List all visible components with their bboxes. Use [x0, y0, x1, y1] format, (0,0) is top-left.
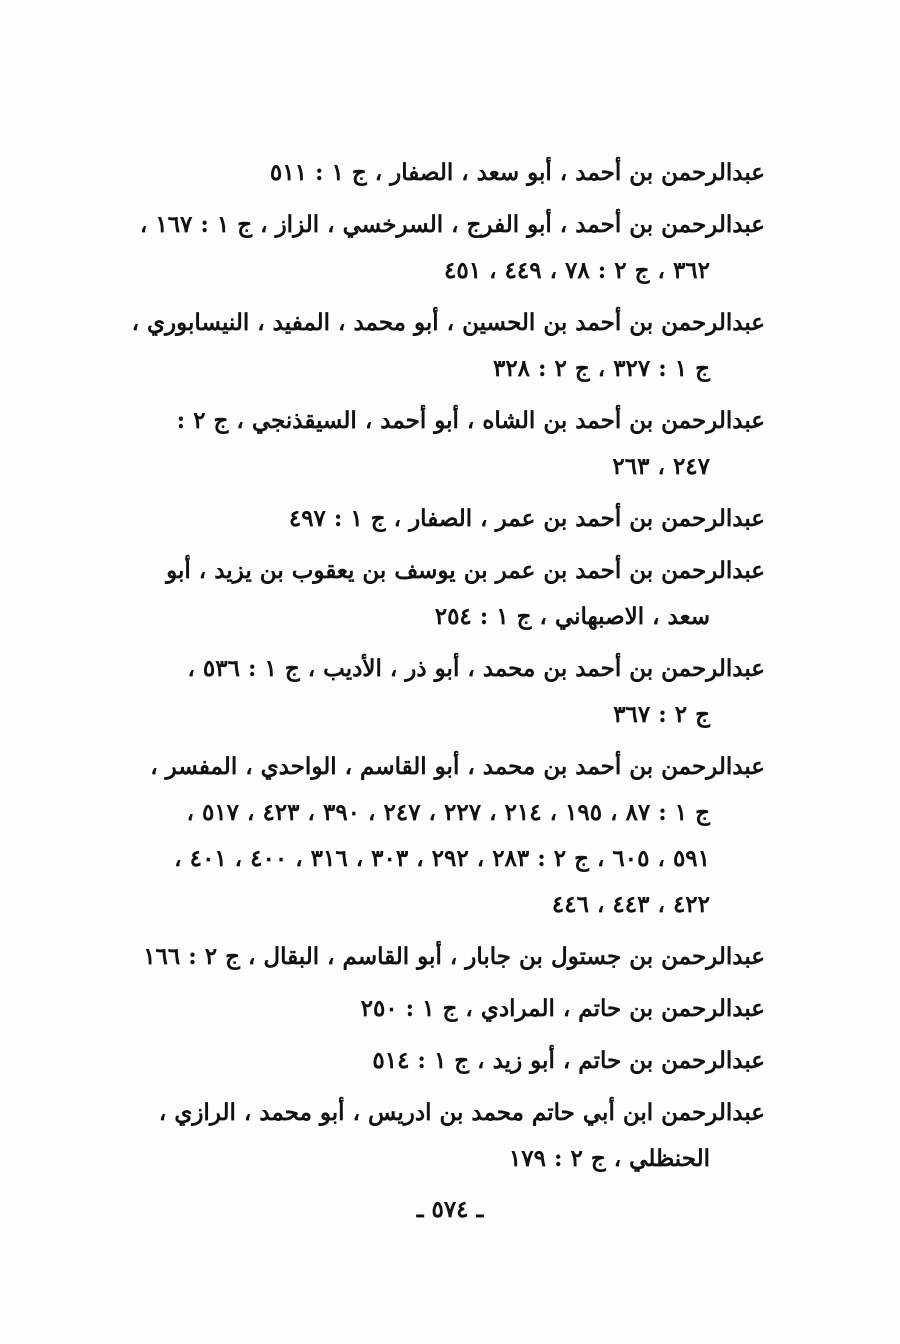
- index-entry: [105, 202, 765, 294]
- page-number: ـ ٥٧٤ ـ: [416, 1196, 484, 1223]
- entry-heading-line: عبدالرحمن بن حاتم ، أبو زيد ، ج ١ : ٥١٤: [372, 1047, 765, 1074]
- index-entry: [105, 986, 765, 1032]
- index-entries: [105, 150, 765, 1188]
- entry-continuation-line: سعد ، الاصبهاني ، ج ١ : ٢٥٤: [434, 603, 710, 630]
- entry-continuation-line: ٢٤٧ ، ٢٦٣: [612, 453, 710, 480]
- entry-heading-line: عبدالرحمن بن أحمد بن الشاه ، أبو أحمد ، السيقذنجي ، ج ٢ :: [176, 407, 765, 434]
- entry-continuation-line: ٤٢٢ ، ٤٤٣ ، ٤٤٦: [551, 891, 710, 918]
- index-entry: [105, 496, 765, 542]
- entry-continuation-line: ج ٢ : ٣٦٧: [613, 701, 710, 728]
- entry-continuation-line: ج ١ : ٨٧ ، ١٩٥ ، ٢١٤ ، ٢٢٧ ، ٢٤٧ ، ٣٩٠ ، ٤٢٣ ، ٥١٧ ،: [186, 799, 710, 826]
- entry-continuation-line: الحنظلي ، ج ٢ : ١٧٩: [508, 1145, 710, 1172]
- entry-continuation-line: ٣٦٢ ، ج ٢ : ٧٨ ، ٤٤٩ ، ٤٥١: [444, 257, 710, 284]
- entry-heading-line: عبدالرحمن ابن أبي حاتم محمد بن ادريس ، أبو محمد ، الرازي ،: [158, 1099, 765, 1126]
- entry-heading-line: عبدالرحمن بن أحمد بن الحسين ، أبو محمد ، المفيد ، النيسابوري ،: [131, 309, 765, 336]
- index-entry: [105, 1090, 765, 1182]
- entry-heading-line: عبدالرحمن بن حاتم ، المرادي ، ج ١ : ٢٥٠: [360, 995, 765, 1022]
- entry-heading-line: عبدالرحمن بن جستول بن جابار ، أبو القاسم ، البقال ، ج ٢ : ١٦٦: [143, 943, 765, 970]
- entry-heading-line: عبدالرحمن بن أحمد بن محمد ، أبو القاسم ، الواحدي ، المفسر ،: [150, 753, 765, 780]
- entry-continuation-line: ٥٩١ ، ٦٠٥ ، ج ٢ : ٢٨٣ ، ٢٩٢ ، ٣٠٣ ، ٣١٦ ، ٤٠٠ ، ٤٠١ ،: [174, 845, 710, 872]
- entry-continuation-line: ج ١ : ٣٢٧ ، ج ٢ : ٣٢٨: [492, 355, 710, 382]
- entry-heading-line: عبدالرحمن بن أحمد بن محمد ، أبو ذر ، الأديب ، ج ١ : ٥٣٦ ،: [187, 655, 765, 682]
- index-entry: [105, 646, 765, 738]
- entry-heading-line: عبدالرحمن بن أحمد بن عمر بن يوسف بن يعقوب بن يزيد ، أبو: [166, 557, 765, 584]
- index-entry: [105, 934, 765, 980]
- entry-heading-line: عبدالرحمن بن أحمد بن عمر ، الصفار ، ج ١ : ٤٩٧: [288, 505, 765, 532]
- entry-heading-line: عبدالرحمن بن أحمد ، أبو سعد ، الصفار ، ج ١ : ٥١١: [269, 159, 765, 186]
- index-entry: [105, 1038, 765, 1084]
- index-entry: [105, 398, 765, 490]
- index-entry: [105, 744, 765, 928]
- index-entry: [105, 300, 765, 392]
- index-entry: [105, 150, 765, 196]
- entry-heading-line: عبدالرحمن بن أحمد ، أبو الفرج ، السرخسي ، الزاز ، ج ١ : ١٦٧ ،: [139, 211, 765, 238]
- index-entry: [105, 548, 765, 640]
